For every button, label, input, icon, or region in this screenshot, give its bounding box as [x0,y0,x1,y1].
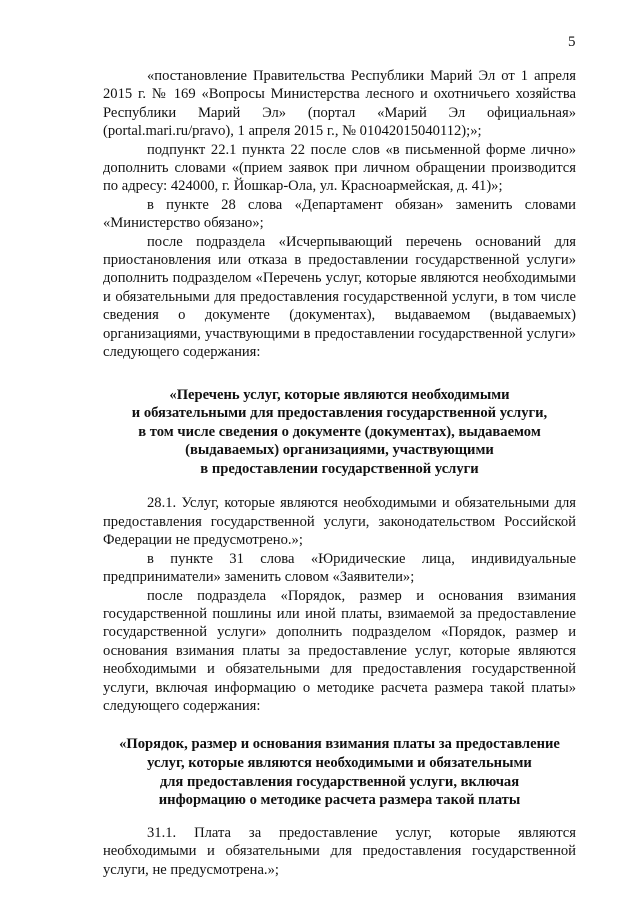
heading-line: услуг, которые являются необходимыми и обязательными [147,754,532,771]
paragraph-resolution-reference: «постановление Правительства Республики Марий Эл от 1 апреля 2015 г. № 169 «Вопросы Министерства лесного и охотничьего хозяйства Республики Марий Эл» (портал «Марий Эл официальная» (portal.mari.ru/pravo), 1 апреля 2015 г., № 01042015040112);»; [103,68,576,140]
page-number: 5 [568,34,576,50]
paragraph-clause-31: в пункте 31 слова «Юридические лица, индивидуальные предприниматели» заменить словом «Заявители»; [103,550,576,586]
paragraph-add-subsection-services: после подраздела «Исчерпывающий перечень оснований для приостановления или отказа в предоставлении государственной услуги» дополнить подразделом «Перечень услуг, которые являются необходимыми и обязательными для предоставления государственной услуги, в том числе сведения о документе (документах), выдаваемом (выдаваемых) организациями, участвующими в предоставлении государственной услуги» следующего содержания: [103,233,576,361]
heading-line: для предоставления государственной услуги, включая [159,773,520,790]
document-body [103,67,576,879]
paragraph-clause-28-1: 28.1. Услуг, которые являются необходимыми и обязательными для предоставления государственной услуги, законодательством Российской Федерации не предусмотрено.»; [103,495,576,549]
heading-fees-procedure [103,735,576,809]
heading-line: информацию о методике расчета размера такой платы [158,792,521,809]
paragraph-subclause-22-1: подпункт 22.1 пункта 22 после слов «в письменной форме лично» дополнить словами «(прием заявок при личном обращении производится по адресу: 424000, г. Йошкар-Ола, ул. Красноармейская, д. 41)»; [103,141,576,195]
heading-services-list [103,386,576,479]
heading-line: в предоставлении государственной услуги [200,460,479,477]
heading-line: «Порядок, размер и основания взимания платы за предоставление [119,736,560,753]
paragraph-clause-31-1: 31.1. Плата за предоставление услуг, которые являются необходимыми и обязательными для предоставления государственной услуги, не предусмотрена.»; [103,824,576,878]
heading-line: «Перечень услуг, которые являются необходимыми [169,386,510,403]
heading-line: и обязательными для предоставления государственной услуги, [131,405,548,422]
heading-line: в том числе сведения о документе (документах), выдаваемом [138,423,541,440]
paragraph-add-subsection-fees: после подраздела «Порядок, размер и основания взимания государственной пошлины или иной платы, взимаемой за предоставление государственной услуги» дополнить подразделом «Порядок, размер и основания взимания платы за предоставление услуг, которые являются необходимыми и обязательными для предоставления государственной услуги, включая информацию о методике расчета размера такой платы» следующего содержания: [103,587,576,714]
heading-line: (выдаваемых) организациями, участвующими [185,442,494,459]
paragraph-clause-28: в пункте 28 слова «Департамент обязан» заменить словами «Министерство обязано»; [103,196,576,232]
